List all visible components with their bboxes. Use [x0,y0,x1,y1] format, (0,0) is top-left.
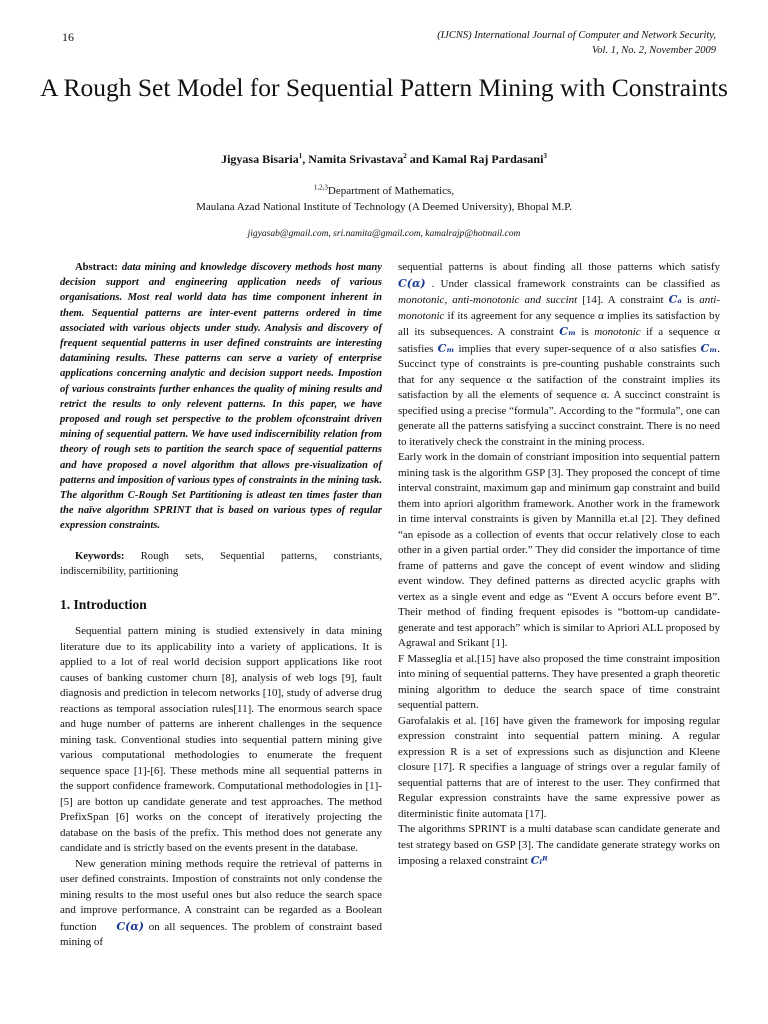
abstract [60,260,382,534]
left-column [60,260,382,951]
constraint-symbol: Cₘ [559,325,576,338]
constraint-symbol: C(α) [116,919,145,933]
author-affil-mark: 1 [298,152,303,160]
constraint-kinds: monotonic, anti-monotonic and succint [398,294,578,306]
constraint-symbol: Cₘ [700,341,718,355]
body-paragraph: F Masseglia et al.[15] have also proposed the time constraint imposition into mining of sequential patterns. They have presented a graph theoretic mining algorithm to deduce the search space of time constraint sequential pattern. [398,652,720,711]
section-heading: 1. Introduction [60,596,147,612]
constraint-symbol: Cₘ [437,341,455,355]
institution: Maulana Azad National Institute of Technology (A Deemed University), Bhopal M.P. [196,201,572,213]
keywords [60,549,382,580]
keywords-label: Keywords: [75,550,125,562]
keywords-text: Rough sets, Sequential patterns, constriants, indiscernibility, partitioning [60,550,382,578]
body-paragraph: The algorithms SPRINT is a multi database scan candidate generate and test strategy based on GSP [3]. The candidate generate strategy works on imposing a relaxed constraint Cᵢᴿ [398,823,720,867]
author-name: Jigyasa Bisaria [221,152,299,166]
right-column [398,260,720,870]
journal-name: (IJCNS) International Journal of Computer and Network Security, [437,30,716,41]
abstract-text: data mining and knowledge discovery methods host many decision support and engineering application needs of various organisations. Most real world data has time component inherent in them. Sequential patterns are inter-event patterns ordered in time associated with various objects under study. Analysis and discovery of frequent sequential patterns in user defined constraints are interesting datamining results. These patterns can serve a variety of enterprise applications concerning analytic and decision support needs. Impostion of various constraints further enhances the quality of mining results and retrict the results to only relevent patterns. In this paper, we have proposed and rough set perspective to the problem ofconstraint driven mining of sequential pattern. We have used indiscernibility relation from theory of rough sets to partition the search space of sequential patterns and have proposed a novel algorithm that allows pre-visualization of patterns and imposition of various types of constraints in the mining task. The algorithm C-Rough Set Partitioning is atleast ten times faster than the naïve algorithm SPRINT that is based on various types of regular expression constraints. [60,262,382,532]
page-number: 16 [62,30,74,44]
author-conjunction: and [406,152,433,166]
anti-monotonic-term: anti-monotonic [398,294,721,322]
affiliation-mark: 1,2,3 [313,183,328,192]
monotonic-term: monotonic [594,326,641,338]
department: Department of Mathematics, [327,185,455,197]
author-name: Namita Srivastava [308,152,404,166]
author-name: Kamal Raj Pardasani [432,152,544,166]
author-list: Jigyasa Bisaria$^1$, Namita Srivastava$^2$ and Kamal Raj Pardasani$^3$ [221,152,547,166]
paper-title: A Rough Set Model for Sequential Pattern Mining with Constraints [40,73,728,102]
author-emails: jigyasab@gmail.com, sri.namita@gmail.com, kamalrajp@hotmail.com [247,229,521,239]
intro-paragraph: New generation mining methods require the retrieval of patterns in user defined constraints. Impostion of constraints not only condense the mining results to the most useful ones but also reduce the search space and improve performance. A constraint can be regarded as a Boolean function C(α) on all sequences. The problem of constraint based mining of [60,857,383,949]
author-affil-mark: 3 [543,152,547,160]
journal-volume: Vol. 1, No. 2, November 2009 [592,45,716,56]
abstract-label: Abstract: [75,262,118,273]
body-paragraph: sequential patterns is about finding all those patterns which satisfy C(α) . Under classical framework constraints can be classified as monotonic, anti-monotonic and succint [14]. A constraint Cₐ is anti-monotonic if its agreement for any sequence α implies its satisfaction by all its subsequences. A constraint Cₘ is monotonic if a sequence α satisfies Cₘ implies that every super-sequence of α also satisfies Cₘ. Succinct type of constraints is pre-counting pushable constraints such that for any sequence α the satifaction of the constraint implies its satisfaction by all the elements of sequence α. A succinct constraint is specified using a precise “formula”. According to the “formula”, one can generate all the patterns satisfying a succinct constraint. There is no need to iteratively check the constraint in the mining process. [398,261,721,448]
constraint-symbol: C(α) [398,276,426,290]
body-paragraph: Garofalakis et al. [16] have given the framework for imposing regular expression constraint into sequential pattern mining. A regular expression R is a set of expressions such as disjunction and Kleene closure [17]. R specifies a language of strings over a regular family of sequential patterns that are of interest to the user. They confirmed that Regular expression constraints have the same expressive power as diterministic finite automata [17]. [398,714,720,820]
body-paragraph: Early work in the domain of constriant imposition into sequential pattern mining task is the algorithm GSP [3]. They proposed the concept of time interval constraint, maximum gap and minimum gap constraint and build them into apriori algorithm framework. Another work in the framework in time interval constraints is given by Mannilla et.al [2]. They defined “an episode as a collection of events that occur relatively close to each other in a given partial order.” They did consider the importance of time frame of patterns and gave the concept of event window and sliding event window. They defined patterns as directed acyclic graphs with vertex as a single event and edge as “Event A occurs before event B”. Their method of finding frequent episodes is “bottom-up candidate-generate and test apporach” which is similar to Apriori ALL proposed by Agrawal and Srikant [1]. [398,451,720,649]
constraint-symbol: Cₐ [668,293,682,306]
author-affil-mark: 2 [403,152,407,160]
journal-header [437,28,716,58]
affiliation [40,183,728,215]
constraint-symbol: Cᵢᴿ [530,854,548,867]
intro-paragraph: Sequential pattern mining is studied extensively in data mining literature due to its applicability into a variety of applications. It is applied to a lot of real world decision support applications like root causes of banking customer churn [8], analysis of web logs [9], fault diagnosis and prediction in telecom networks [10], study of adverse drug reactions as temporal association rules[11]. The enormous search space and huge number of patterns are inherent challenges in the sequence mining task. Conventional studies into sequential pattern mining give various computational methodologies to enumerate the frequent sequence space [1]-[6]. These methods mine all sequential patterns in the support confidence framework. Computational methodologies in [1]-[5] are botton up candidate generate and test approaches. The method PrefixSpan [6] works on the concept of iteratively projecting the database on the basis of the prefix. This method does not generate any candidate and is strictly based on the events present in the database. [60,625,382,855]
